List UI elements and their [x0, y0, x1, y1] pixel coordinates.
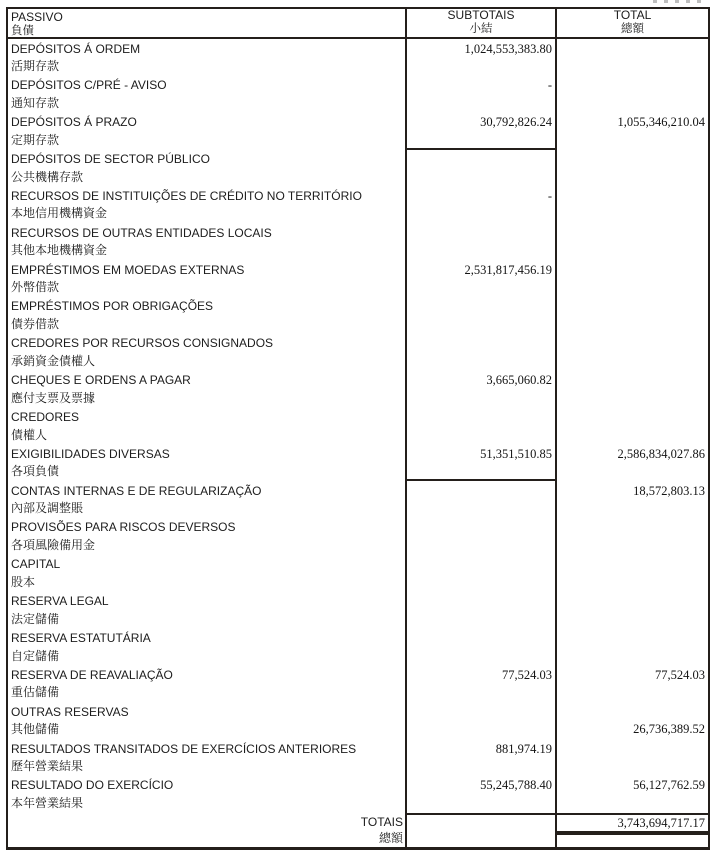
row-subtotal-value: 51,351,510.85	[480, 446, 552, 461]
row-subtotal-cell	[405, 334, 555, 371]
row-label-pt: DEPÓSITOS DE SECTOR PÚBLICO	[11, 152, 210, 167]
row-label-pt: CONTAS INTERNAS E DE REGULARIZAÇÃO	[11, 483, 262, 498]
row-subtotal-value	[407, 150, 555, 152]
row-subtotal-cell	[405, 371, 555, 408]
row-total-cell	[555, 592, 708, 629]
row-label-cn: 各項風險備用金	[11, 538, 96, 553]
row-subtotal-value	[407, 223, 555, 225]
row-total-value: 56,127,762.59	[633, 778, 705, 793]
row-label-cell	[8, 260, 405, 297]
row-label-cell	[8, 444, 405, 481]
row-subtotal-value	[407, 481, 555, 483]
table-row	[8, 150, 708, 187]
grand-total-double-rule	[557, 831, 708, 835]
row-label-cell	[8, 371, 405, 408]
table-row	[8, 334, 708, 371]
row-total-value	[557, 555, 708, 557]
row-label-pt: DEPÓSITOS Á ORDEM	[11, 41, 141, 56]
row-total-value	[557, 371, 708, 373]
row-label-cell	[8, 39, 405, 76]
row-subtotal-value: 30,792,826.24	[480, 115, 552, 130]
row-total-value: 2,586,834,027.86	[617, 446, 705, 461]
header-subtotais-cn: 小結	[469, 22, 493, 35]
row-label-cn: 承銷資金債權人	[11, 353, 96, 368]
row-subtotal-value: 1,024,553,383.80	[464, 41, 552, 56]
header-total-pt: TOTAL	[613, 8, 652, 22]
row-label-cell	[8, 113, 405, 150]
row-label-cell	[8, 665, 405, 702]
table-row	[8, 739, 708, 776]
table-row	[8, 555, 708, 592]
row-subtotal-value: 77,524.03	[502, 667, 552, 682]
header-subtotais-pt: SUBTOTAIS	[447, 8, 515, 22]
row-total-value	[557, 186, 708, 188]
row-subtotal-cell	[405, 113, 555, 150]
row-total-cell	[555, 186, 708, 223]
row-subtotal-value	[407, 555, 555, 557]
row-subtotal-cell	[405, 39, 555, 76]
row-label-cell	[8, 702, 405, 739]
row-total-cell	[555, 113, 708, 150]
row-total-cell	[555, 739, 708, 776]
row-label-cell	[8, 776, 405, 813]
row-label-cn: 活期存款	[11, 59, 60, 74]
row-label-cell	[8, 76, 405, 113]
row-total-value	[557, 260, 708, 262]
row-label-cell	[8, 150, 405, 187]
row-total-value	[557, 223, 708, 225]
table-row	[8, 186, 708, 223]
table-row	[8, 39, 708, 76]
row-total-cell	[555, 481, 708, 518]
row-label-cn: 自定儲備	[11, 648, 60, 663]
row-label-pt: CHEQUES E ORDENS A PAGAR	[11, 373, 191, 388]
row-total-cell	[555, 665, 708, 702]
grand-total-value: 3,743,694,717.17	[617, 815, 705, 830]
row-label-cell	[8, 555, 405, 592]
table-row	[8, 407, 708, 444]
row-label-pt: DEPÓSITOS C/PRÉ - AVISO	[11, 78, 167, 93]
table-row	[8, 444, 708, 481]
row-total-cell	[555, 629, 708, 666]
table-body	[8, 39, 708, 813]
row-label-pt: CREDORES POR RECURSOS CONSIGNADOS	[11, 336, 274, 351]
row-label-cell	[8, 186, 405, 223]
row-total-cell	[555, 39, 708, 76]
row-subtotal-cell	[405, 592, 555, 629]
header-cell-total	[555, 9, 708, 37]
row-total-cell	[555, 407, 708, 444]
row-total-cell	[555, 555, 708, 592]
totals-label-cn: 總額	[378, 830, 403, 845]
row-total-value: 1,055,346,210.04	[617, 115, 705, 130]
row-label-pt: CREDORES	[11, 409, 80, 424]
passivo-balance-table	[6, 7, 710, 850]
table-row	[8, 113, 708, 150]
header-passivo-cn: 負債	[11, 24, 34, 37]
header-cell-subtotais	[405, 9, 555, 37]
row-label-cn: 債權人	[11, 427, 48, 442]
row-subtotal-cell	[405, 481, 555, 518]
table-row	[8, 592, 708, 629]
row-label-cn: 定期存款	[11, 132, 60, 147]
row-label-cn: 本地信用機構資金	[11, 206, 108, 221]
table-header-row	[8, 9, 708, 39]
totals-label-cell	[8, 813, 405, 847]
row-total-cell	[555, 518, 708, 555]
row-label-cn: 公共機構存款	[11, 169, 84, 184]
row-subtotal-value: -	[547, 78, 552, 93]
row-label-pt: EMPRÉSTIMOS POR OBRIGAÇÕES	[11, 299, 214, 314]
row-subtotal-value: 3,665,060.82	[486, 373, 552, 388]
row-label-cell	[8, 739, 405, 776]
table-row	[8, 702, 708, 739]
row-label-cn: 重估儲備	[11, 685, 60, 700]
row-subtotal-cell	[405, 260, 555, 297]
row-label-cn: 本年營業結果	[11, 795, 84, 810]
row-subtotal-value	[407, 407, 555, 409]
row-total-value	[557, 592, 708, 594]
row-label-cn: 其他儲備	[11, 722, 60, 737]
row-subtotal-cell	[405, 776, 555, 813]
table-row	[8, 629, 708, 666]
row-subtotal-cell	[405, 629, 555, 666]
table-row	[8, 76, 708, 113]
row-total-cell	[555, 776, 708, 813]
row-subtotal-cell	[405, 186, 555, 223]
row-label-cn: 歷年營業結果	[11, 759, 84, 774]
row-label-pt: RESULTADOS TRANSITADOS DE EXERCÍCIOS ANTERIORES	[11, 741, 357, 756]
row-subtotal-value	[407, 518, 555, 520]
row-label-pt: RESULTADO DO EXERCÍCIO	[11, 778, 174, 793]
row-label-pt: RESERVA DE REAVALIAÇÃO	[11, 667, 173, 682]
table-row	[8, 776, 708, 813]
row-label-pt: RECURSOS DE OUTRAS ENTIDADES LOCAIS	[11, 225, 272, 240]
row-total-value	[557, 334, 708, 336]
row-subtotal-cell	[405, 702, 555, 739]
row-label-cell	[8, 334, 405, 371]
row-label-pt: OUTRAS RESERVAS	[11, 704, 129, 719]
row-subtotal-value	[407, 629, 555, 631]
row-subtotal-value	[407, 297, 555, 299]
row-total-value	[557, 39, 708, 41]
row-label-pt: CAPITAL	[11, 557, 61, 572]
row-subtotal-value: 2,531,817,456.19	[464, 262, 552, 277]
row-label-cell	[8, 407, 405, 444]
row-total-value: 26,736,389.52	[633, 722, 705, 737]
row-subtotal-cell	[405, 518, 555, 555]
row-label-cell	[8, 518, 405, 555]
row-label-cn: 通知存款	[11, 95, 60, 110]
row-subtotal-cell	[405, 665, 555, 702]
row-subtotal-cell	[405, 150, 555, 187]
header-cell-passivo	[8, 9, 405, 37]
row-label-cn: 應付支票及票據	[11, 390, 96, 405]
table-row	[8, 481, 708, 518]
header-passivo-pt: PASSIVO	[11, 10, 63, 24]
totals-label-pt: TOTAIS	[360, 814, 403, 829]
row-subtotal-value: 881,974.19	[495, 741, 552, 756]
table-row	[8, 518, 708, 555]
row-label-cell	[8, 481, 405, 518]
row-total-value	[557, 739, 708, 741]
row-label-pt: RECURSOS DE INSTITUIÇÕES DE CRÉDITO NO TERRITÓRIO	[11, 188, 362, 203]
row-label-cn: 債券借款	[11, 317, 60, 331]
row-label-cn: 各項負債	[11, 464, 60, 479]
row-total-value	[557, 407, 708, 409]
row-subtotal-value: -	[547, 188, 552, 203]
row-total-cell	[555, 76, 708, 113]
row-total-cell	[555, 260, 708, 297]
row-label-pt: EMPRÉSTIMOS EM MOEDAS EXTERNAS	[11, 262, 245, 277]
row-label-cn: 內部及調整賬	[11, 501, 84, 516]
table-row	[8, 260, 708, 297]
totals-subtotal-cell	[405, 813, 555, 847]
row-label-cell	[8, 629, 405, 666]
row-label-pt: RESERVA LEGAL	[11, 594, 109, 609]
row-subtotal-cell	[405, 555, 555, 592]
table-row	[8, 297, 708, 334]
header-total-cn: 總額	[621, 22, 644, 35]
row-label-pt: RESERVA ESTATUTÁRIA	[11, 631, 151, 645]
row-subtotal-cell	[405, 739, 555, 776]
row-subtotal-cell	[405, 76, 555, 113]
row-label-cell	[8, 223, 405, 260]
row-label-cell	[8, 592, 405, 629]
row-label-cn: 其他本地機構資金	[11, 243, 108, 258]
row-subtotal-value	[407, 334, 555, 336]
row-subtotal-cell	[405, 407, 555, 444]
row-subtotal-value	[407, 702, 555, 704]
table-row	[8, 223, 708, 260]
row-total-value	[557, 297, 708, 299]
row-subtotal-value: 55,245,788.40	[480, 778, 552, 793]
totals-row	[8, 813, 708, 847]
row-total-value: 18,572,803.13	[633, 483, 705, 498]
row-subtotal-cell	[405, 444, 555, 481]
row-label-cn: 法定儲備	[11, 611, 60, 626]
row-total-value	[557, 629, 708, 631]
row-label-cell	[8, 297, 405, 334]
row-total-cell	[555, 444, 708, 481]
row-total-value	[557, 76, 708, 78]
scan-artifact	[653, 0, 703, 3]
row-label-pt: DEPÓSITOS Á PRAZO	[11, 115, 137, 130]
row-label-pt: EXIGIBILIDADES DIVERSAS	[11, 446, 170, 461]
row-label-cn: 外幣借款	[11, 280, 60, 295]
row-label-pt: PROVISÕES PARA RISCOS DEVERSOS	[11, 520, 236, 535]
row-total-value	[557, 150, 708, 152]
row-total-cell	[555, 702, 708, 739]
row-subtotal-cell	[405, 297, 555, 334]
row-total-value	[557, 518, 708, 520]
row-subtotal-cell	[405, 223, 555, 260]
table-row	[8, 371, 708, 408]
row-total-value: 77,524.03	[655, 667, 705, 682]
row-label-cn: 股本	[11, 574, 36, 589]
row-total-cell	[555, 297, 708, 334]
row-total-cell	[555, 334, 708, 371]
row-subtotal-value	[407, 592, 555, 594]
table-row	[8, 665, 708, 702]
totals-total-cell	[555, 813, 708, 847]
row-total-cell	[555, 150, 708, 187]
row-total-cell	[555, 223, 708, 260]
row-total-cell	[555, 371, 708, 408]
